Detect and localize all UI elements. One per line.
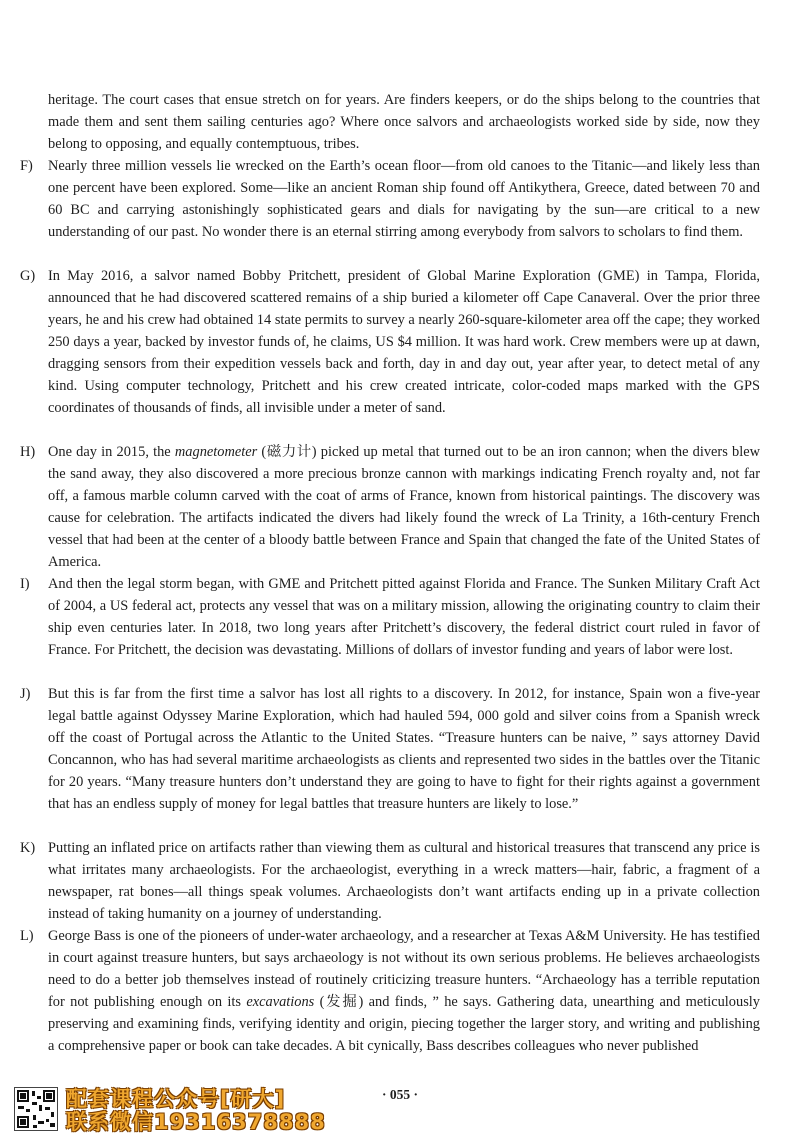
paragraph-text: In May 2016, a salvor named Bobby Pritchett, president of Global Marine Exploration (GME) in Tampa, Florida, announced that he had discovered scattered remains of a ship buried a kilometer off Cape Canaveral. Over the prior three years, he and his crew had obtained 14 state permits to survey a nearly 260-square-kilometer area off the cape; they worked 250 days a year, backed by investor funds of, he claims, US $4 million. It was hard work. Crew members were up at dawn, dragging sensors from their expedition vessels back and forth, day in and day out, year after year, to detect metal of any kind. Using computer technology, Pritchett and his crew created intricate, color-coded maps marked with the GPS coordinates of thousands of finds, all invisible under a meter of sand. [48,268,760,416]
paragraph-text-before: One day in 2015, the [48,444,175,460]
paragraph-g [20,265,760,419]
term-magnetometer: magnetometer [174,444,258,460]
gloss: (发掘) [314,994,364,1010]
paragraph-l [20,925,760,1057]
gloss: (磁力计) [257,444,317,460]
paragraph-label: K) [20,840,36,856]
paragraph-label: I) [20,576,30,592]
paragraph-h [20,441,760,573]
paragraph-f [20,155,760,243]
paragraph-text: Nearly three million vessels lie wrecked on the Earth’s ocean floor—from old canoes to the Titanic—and likely less than one percent have been explored. Some—like an ancient Roman ship found off Antikythera, Greece, dated between 70 and 60 BC and carrying astonishingly sophisticated gears and dials for navigating by the sun—are critical to a new understanding of our past. No wonder there is an eternal stirring among everybody from salvors to scholars to find them. [48,158,760,240]
qr-code-icon [14,1087,58,1131]
paragraph-text: But this is far from the first time a salvor has lost all rights to a discovery. In 2012, for instance, Spain won a five-year legal battle against Odyssey Marine Exploration, which had hauled 594, 000 gold and silver coins from a Spanish wreck off the coast of Portugal across the Atlantic to the United States. “Treasure hunters can be naive, ” says attorney David Concannon, who has had several maritime archaeologists as clients and represented two sides in the battles over the Titanic for 20 years. “Many treasure hunters don’t understand they are going to have to fight for their rights against a government that has an endless supply of money for legal battles that treasure hunters are likely to lose.” [48,686,760,812]
page-number: · 055 · [381,1087,418,1102]
paragraph-label: F) [20,158,33,174]
paragraph-j [20,683,760,815]
paragraph-text-after: picked up metal that turned out to be an iron cannon; when the divers blew the sand away, they also discovered a more precious bronze cannon with markings indicating French royalty and, not far off, a famous marble column carved with the coat of arms of France, known from historical paintings. The discovery was cause for celebration. The artifacts indicated the divers had likely found the wreck of La Trinity, a 16th-century French vessel that had been at the center of a bloody battle between France and Spain that changed the fate of the United States of America. [48,444,760,570]
intro-paragraph [48,89,760,155]
paragraph-text: And then the legal storm began, with GME and Pritchett pitted against Florida and France. The Sunken Military Craft Act of 2004, a US federal act, protects any vessel that was on a military mission, allowing the originating country to claim their ship even centuries later. In 2018, two long years after Pritchett’s discovery, the federal district court ruled in favor of France. For Pritchett, the decision was devastating. Millions of dollars of investor funding and years of labor were lost. [48,576,760,658]
paragraph-k [20,837,760,925]
paragraph-text: Putting an inflated price on artifacts rather than viewing them as cultural and historical treasures that transcend any price is what irritates many archaeologists. For the archaeologist, everything in a wreck matters—hair, fabric, a fragment of a newspaper, rat bones—all things speak volumes. Archaeologists don’t want artifacts ending up in a private collection instead of taking humanity on a journey of understanding. [48,840,760,922]
paragraph-text-after: and finds, ” he says. Gathering data, unearthing and meticulously preserving and examining finds, verifying identity and origin, piecing together the larger story, and writing and publishing a comprehensive paper or book can take decades. A bit cynically, Bass describes colleagues who never published [48,994,760,1054]
paragraph-text-before: George Bass is one of the pioneers of under-water archaeology, and a researcher at Texas A&M University. He has testified in court against treasure hunters, but says archaeology is not without its own serious problems. He believes archaeologists need to do a better job themselves instead of routinely criticizing treasure hunters. “Archaeology has a terrible reputation for not publishing enough on its [48,928,760,1010]
intro-text: heritage. The court cases that ensue stretch on for years. Are finders keepers, or do the ships belong to the countries that made them and sent them sailing centuries ago? Where once salvors and archaeologists worked side by side, now they belong to opposing, and equally contemptuous, tribes. [48,92,760,152]
paragraph-label: H) [20,444,36,460]
paragraph-label: J) [20,686,31,702]
watermark-line-2: 联系微信19316378888 [66,1110,326,1134]
paragraph-i [20,573,760,661]
watermark-line-1: 配套课程公众号[研大] [66,1087,286,1111]
paragraph-label: L) [20,928,34,944]
term-excavations: excavations [246,994,315,1010]
paragraph-label: G) [20,268,36,284]
